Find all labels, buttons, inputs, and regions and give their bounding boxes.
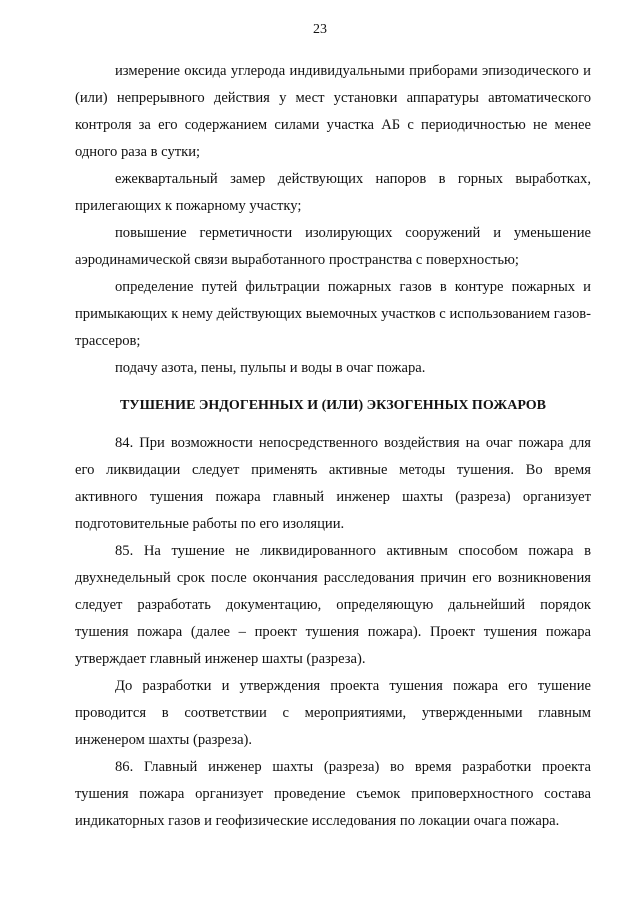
page-number: 23 (313, 22, 327, 37)
paragraph-86: 86. Главный инженер шахты (разреза) во время разработки проекта тушения пожара организует проведение съемок приповерхностного состава индикаторных газов и геофизические исследования по локации очага пожара. (75, 759, 591, 829)
paragraph-gas-filtration: определение путей фильтрации пожарных газов в контуре пожарных и примыкающих к нему действующих выемочных участков с использованием газов-трассеров; (75, 279, 591, 349)
paragraph-sealing-improvement: повышение герметичности изолирующих сооружений и уменьшение аэродинамической связи выработанного пространства с поверхностью; (75, 225, 591, 268)
paragraph-84: 84. При возможности непосредственного воздействия на очаг пожара для его ликвидации следует применять активные методы тушения. Во время активного тушения пожара главный инженер шахты (разреза) организует подготовительные работы по его изоляции. (75, 435, 591, 532)
paragraph-co-measurement: измерение оксида углерода индивидуальными приборами эпизодического и (или) непрерывного действия у мест установки аппаратуры автоматического контроля за его содержанием силами участка АБ с периодичностью не менее одного раза в сутки; (75, 63, 591, 160)
paragraph-project-development: До разработки и утверждения проекта тушения пожара его тушение проводится в соответствии с мероприятиями, утвержденными главным инженером шахты (разреза). (75, 678, 591, 748)
document-body (75, 58, 591, 835)
paragraph-pressure-measurement: ежеквартальный замер действующих напоров в горных выработках, прилегающих к пожарному участку; (75, 171, 591, 214)
section-heading: ТУШЕНИЕ ЭНДОГЕННЫХ И (ИЛИ) ЭКЗОГЕННЫХ ПОЖАРОВ (119, 398, 547, 413)
paragraph-85: 85. На тушение не ликвидированного активным способом пожара в двухнедельный срок после окончания расследования причин его возникновения следует разработать документацию, определяющую дальнейший порядок тушения пожара (далее – проект тушения пожара). Проект тушения пожара утверждает главный инженер шахты (разреза). (75, 543, 591, 667)
paragraph-nitrogen-supply: подачу азота, пены, пульпы и воды в очаг пожара. (115, 360, 426, 376)
